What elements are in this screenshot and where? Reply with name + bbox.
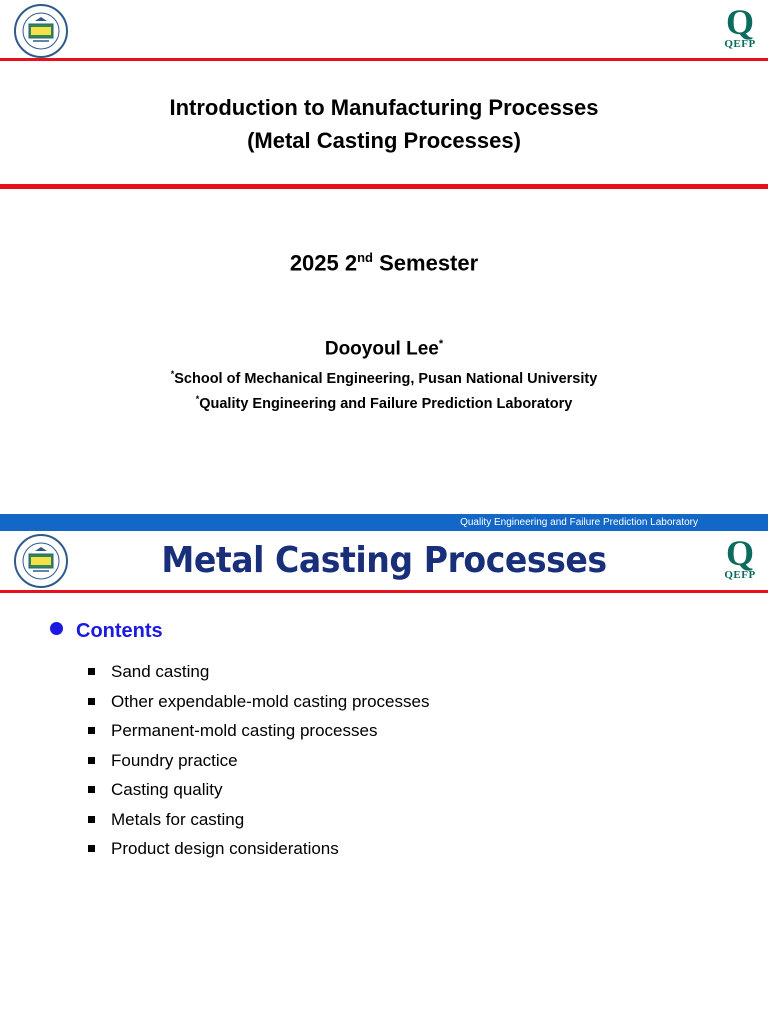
lab-header-bar	[0, 514, 768, 531]
square-bullet-icon	[88, 757, 95, 764]
list-item: Foundry practice	[88, 746, 429, 776]
square-bullet-icon	[88, 786, 95, 793]
bullet-dot-icon	[50, 622, 63, 635]
qefp-logo-text: QEFP	[724, 38, 756, 50]
qefp-logo	[720, 2, 760, 50]
list-item: Sand casting	[88, 657, 429, 687]
qefp-logo-text: QEFP	[724, 569, 756, 581]
semester-label: 2025 2nd Semester	[289, 250, 479, 276]
slide2-title: Metal Casting Processes	[161, 540, 607, 581]
lab-header-text: Quality Engineering and Failure Prediction Laboratory	[460, 517, 698, 528]
list-item: Permanent-mold casting processes	[88, 716, 429, 746]
slide-title-line2: (Metal Casting Processes)	[247, 128, 521, 153]
square-bullet-icon	[88, 727, 95, 734]
contents-list	[88, 657, 429, 864]
author-name: Dooyoul Lee*	[324, 338, 444, 360]
qefp-logo	[720, 533, 760, 581]
affiliation-school: *School of Mechanical Engineering, Pusan National University	[170, 369, 598, 387]
university-seal-logo	[13, 3, 69, 59]
qefp-logo-letter: Q	[725, 2, 754, 42]
square-bullet-icon	[88, 816, 95, 823]
header-divider	[0, 58, 768, 61]
slide2-header-divider	[0, 590, 768, 593]
title-divider	[0, 184, 768, 189]
affiliation-lab: *Quality Engineering and Failure Prediction Laboratory	[195, 394, 573, 412]
list-item: Metals for casting	[88, 805, 429, 835]
slide-title-line1: Introduction to Manufacturing Processes	[169, 95, 599, 120]
square-bullet-icon	[88, 845, 95, 852]
qefp-logo-letter: Q	[725, 533, 754, 573]
list-item: Product design considerations	[88, 834, 429, 864]
square-bullet-icon	[88, 698, 95, 705]
list-item: Other expendable-mold casting processes	[88, 687, 429, 717]
square-bullet-icon	[88, 668, 95, 675]
contents-heading: Contents	[50, 620, 163, 643]
list-item: Casting quality	[88, 775, 429, 805]
